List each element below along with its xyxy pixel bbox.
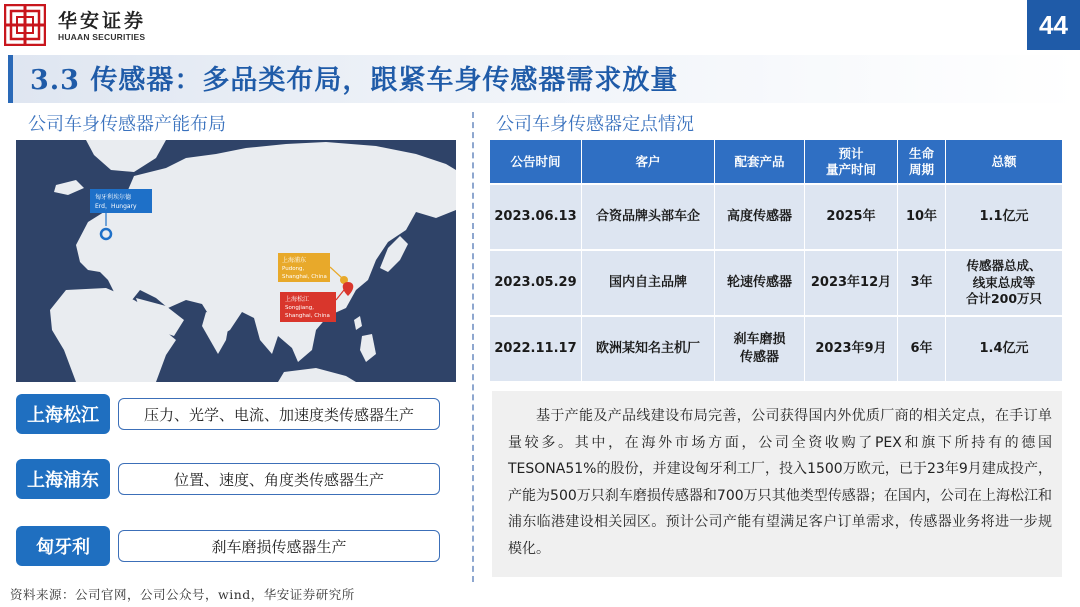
table-cell: 2023年12月 [805,249,898,315]
table-header-cell: 公告时间 [490,140,582,183]
table-cell: 2022.11.17 [490,315,582,381]
title-accent-bar [8,55,13,103]
table-header-cell: 配套产品 [715,140,805,183]
logo-text-cn: 华安证券 [58,10,147,32]
logo-text-en: HUAAN SECURITIES [58,32,146,42]
table-cell: 欧洲某知名主机厂 [582,315,715,381]
table-row [490,249,1062,315]
table-cell: 2023.06.13 [490,183,582,249]
table-cell: 高度传感器 [715,183,805,249]
map-label-hungary-cn: 匈牙利埃尔德 [95,194,132,201]
map-label-pudong-cn: 上海浦东 [282,257,307,264]
table-cell: 10年 [898,183,946,249]
left-subtitle: 公司车身传感器产能布局 [28,114,226,135]
table-cell: 1.1亿元 [946,183,1062,249]
table-cell: 6年 [898,315,946,381]
map-label-hungary-en: Erd，Hungary [95,203,137,210]
table-row [490,183,1062,249]
location-tag-songjiang: 上海松江 [16,394,110,434]
table-header-cell: 总额 [946,140,1062,183]
location-desc-songjiang: 压力、光学、电流、加速度类传感器生产 [118,398,440,430]
table-row [490,315,1062,381]
table-header-row [490,140,1062,183]
page-title: 3.3 传感器：多品类布局，跟紧车身传感器需求放量 [30,65,679,96]
location-desc-pudong: 位置、速度、角度类传感器生产 [118,463,440,495]
map-label-songjiang-en2: Shanghai, China [285,313,330,319]
source-note: 资料来源：公司官网，公司公众号，wind，华安证券研究所 [10,587,355,602]
map-label-pudong-en1: Pudong, [282,266,305,272]
map-label-pudong-en2: Shanghai, China [282,274,327,280]
table-cell: 3年 [898,249,946,315]
table-cell: 合资品牌头部车企 [582,183,715,249]
location-desc-hungary: 刹车磨损传感器生产 [118,530,440,562]
table-cell: 1.4亿元 [946,315,1062,381]
table-header-cell: 预计 量产时间 [805,140,898,183]
page-number: 44 [1027,0,1080,50]
map-label-songjiang-cn: 上海松江 [285,296,310,303]
location-tag-pudong: 上海浦东 [16,459,110,499]
capacity-map [16,140,456,382]
table-header-cell: 客户 [582,140,715,183]
table-cell: 2025年 [805,183,898,249]
column-divider [472,112,474,582]
location-tag-hungary: 匈牙利 [16,526,110,566]
huaan-logo-icon [4,4,46,46]
table-cell: 国内自主品牌 [582,249,715,315]
table-cell: 传感器总成、 线束总成等 合计200万只 [946,249,1062,315]
map-label-songjiang-en1: Songjiang, [285,305,314,311]
right-subtitle: 公司车身传感器定点情况 [496,114,694,135]
summary-paragraph: 基于产能及产品线建设布局完善，公司获得国内外优质厂商的相关定点，在手订单量较多。其中，在海外市场方面，公司全资收购了PEX和旗下所持有的德国TESONA51%的股份，并建设匈牙利工厂，投入1500万欧元，已于23年9月建成投产，产能为500万只刹车磨损传感器和700万只其他类型传感器；在国内，公司在上海松江和浦东临港建设相关园区。预计公司产能有望满足客户订单需求，传感器业务将进一步规模化。 [492,391,1062,577]
table-header-cell: 生命 周期 [898,140,946,183]
table-cell: 刹车磨损 传感器 [715,315,805,381]
designation-table [490,140,1062,381]
table-cell: 轮速传感器 [715,249,805,315]
table-cell: 2023年9月 [805,315,898,381]
table-cell: 2023.05.29 [490,249,582,315]
